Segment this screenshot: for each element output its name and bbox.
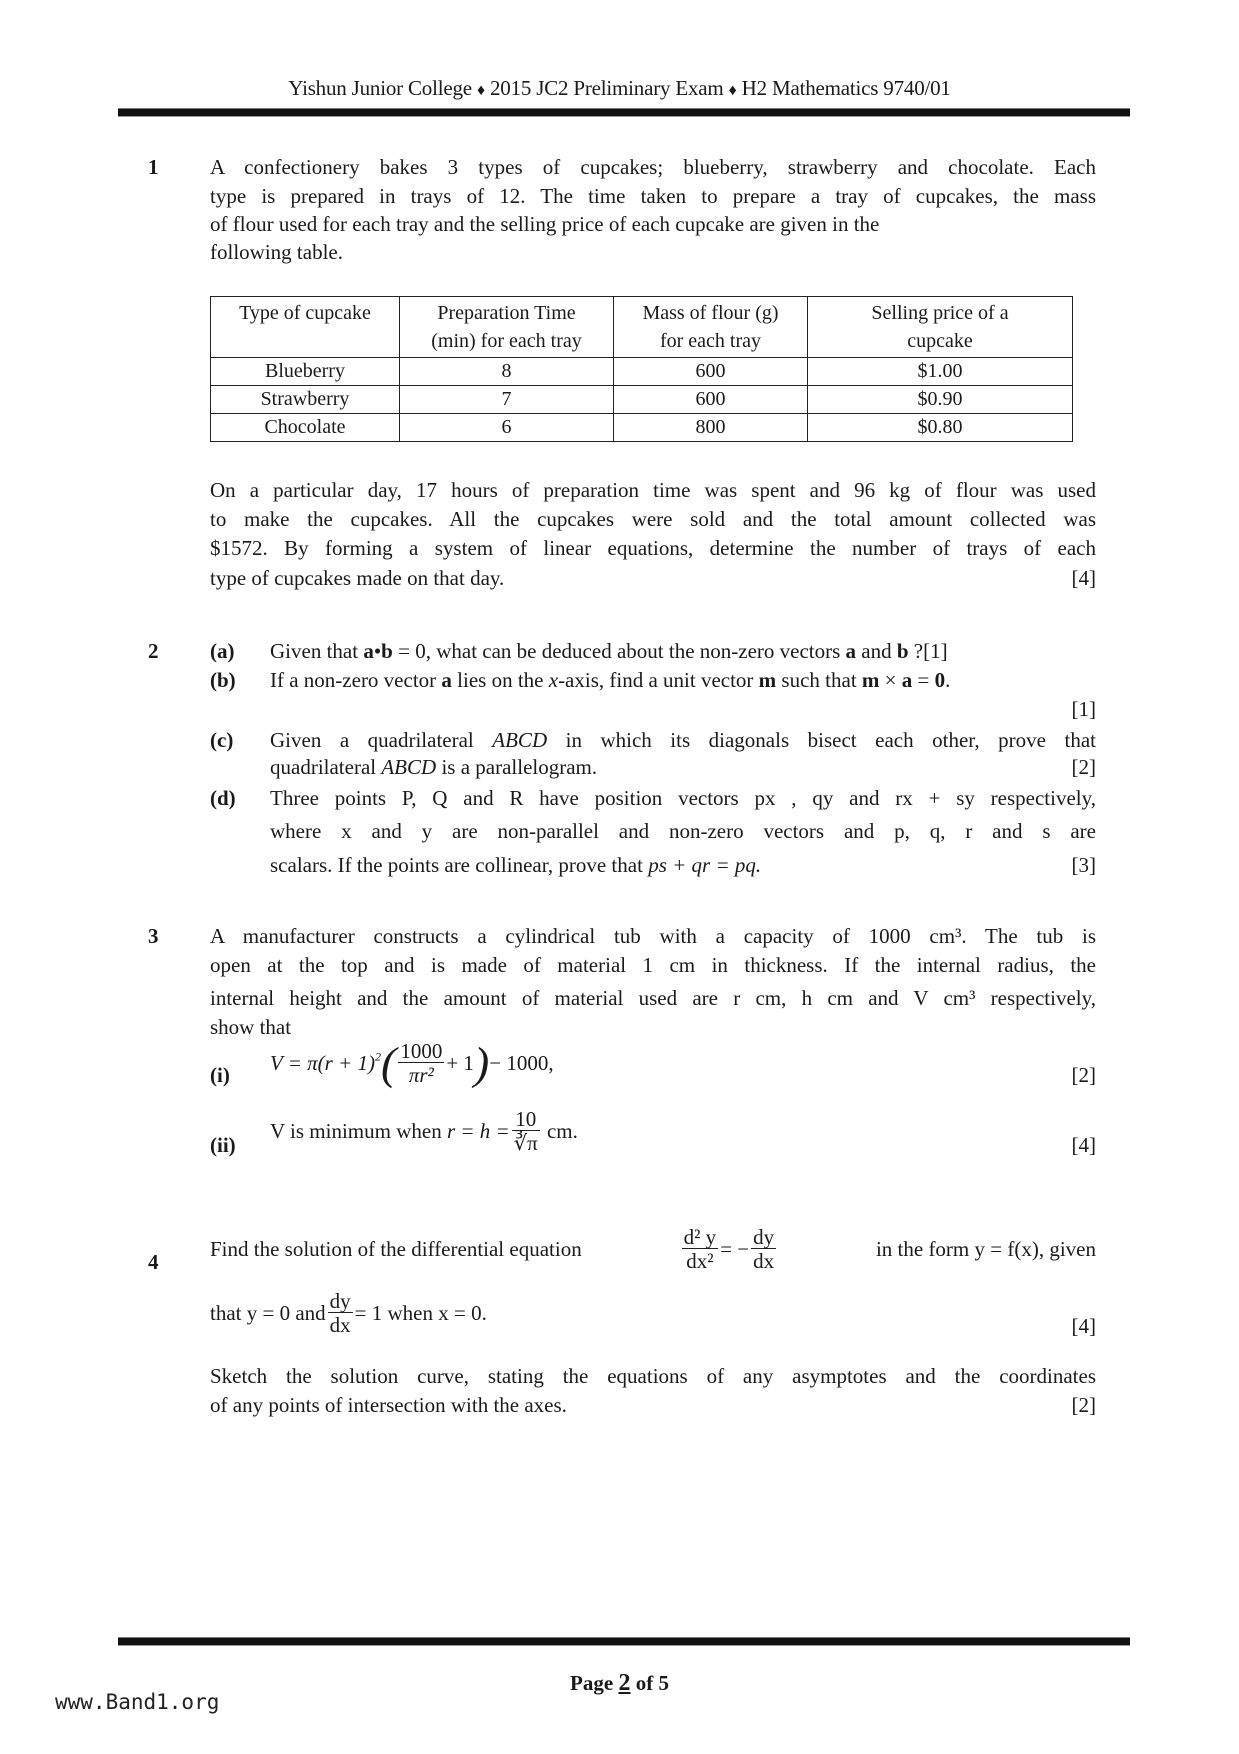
q1-intro-line: type is prepared in trays of 12. The time taken to prepare a tray of cupcakes, the mass [210,184,1096,208]
q3-line: internal height and the amount of material used are r cm, h cm and V cm³ respectively, [210,986,1096,1010]
table-row [211,358,1073,386]
q1-intro-line: of flour used for each tray and the selling price of each cupcake are given in the [210,212,880,236]
q3-line: show that [210,1015,292,1039]
q4-marks: [4] [1071,1314,1096,1338]
table-cell: 800 [614,414,808,442]
part-label: (d) [210,786,236,810]
q2a-text: Given that a•b = 0, what can be deduced about the non-zero vectors a and b ?[1] [270,639,948,663]
q3i-formula: $V = \pi(r + 1)^2$( $\frac{1000}{\text{πr²}}$ + 1)− 1000, [270,1037,554,1089]
q1-body-line: $1572. By forming a system of linear equations, determine the number of trays of each [210,536,1096,560]
footer-rule [118,1637,1130,1646]
question-number: 2 [148,639,159,663]
q2d-line: where x and y are non-parallel and non-zero vectors and p, q, r and s are [270,819,1096,843]
q2d-line: scalars. If the points are collinear, prove that ps + qr = pq. [270,853,762,877]
question-number: 4 [148,1250,159,1274]
table-cell: $0.90 [808,386,1073,414]
table-cell: 600 [614,358,808,386]
q4-line-3: Sketch the solution curve, stating the equations of any asymptotes and the coordinates [210,1364,1096,1388]
diamond-separator-icon: ♦ [476,82,485,99]
table-cell: Chocolate [211,414,400,442]
q1-body-line: to make the cupcakes. All the cupcakes were sold and the total amount collected was [210,507,1096,531]
header-rule [118,108,1130,117]
page-header [0,76,1239,101]
part-label: (b) [210,668,236,692]
page-number: Page 2 of 5 [570,1670,669,1696]
part-label: (c) [210,728,234,752]
table-cell: 6 [400,414,614,442]
q1-marks: [4] [1071,566,1096,590]
school-name: Yishun Junior College [288,76,472,100]
q1-body-line: type of cupcakes made on that day. [210,566,505,590]
q3ii-marks: [4] [1071,1133,1096,1157]
table-cell: $0.80 [808,414,1073,442]
subject-code: H2 Mathematics 9740/01 [741,76,951,100]
q2b-marks: [1] [1071,697,1096,721]
q1-intro-line: A confectionery bakes 3 types of cupcakes; blueberry, strawberry and chocolate. Each [210,155,1096,179]
table-row [211,414,1073,442]
q2c-line: Given a quadrilateral ABCD in which its diagonals bisect each other, prove that [270,728,1096,752]
part-label: (a) [210,639,235,663]
table-header-cell: Preparation Time (min) for each tray [400,297,614,358]
q4-sketch-marks: [2] [1071,1393,1096,1417]
q4-line-4: of any points of intersection with the axes. [210,1393,567,1417]
q2b-text: If a non-zero vector a lies on the x-axis, find a unit vector m such that m × a = 0. [270,668,951,692]
q1-intro-line: following table. [210,240,343,264]
q4-line-1: Find the solution of the differential equation $\frac{\text{d² y}}{\text{dx²}}$ = − $\frac{dy}{dx}$ in the form y = f(x), given [210,1225,1096,1273]
q1-body-line: On a particular day, 17 hours of preparation time was spent and 96 kg of flour was used [210,478,1096,502]
part-label: (ii) [210,1133,236,1157]
q2d-line: Three points P, Q and R have position vectors px , qy and rx + sy respectively, [270,786,1096,810]
table-row [211,386,1073,414]
table-header-cell: Selling price of a cupcake [808,297,1073,358]
q2c-marks: [2] [1071,755,1096,779]
question-number: 3 [148,924,159,948]
exam-name: 2015 JC2 Preliminary Exam [490,76,724,100]
q2d-marks: [3] [1071,853,1096,877]
part-label: (i) [210,1063,230,1087]
table-cell: 7 [400,386,614,414]
table-cell: $1.00 [808,358,1073,386]
q3-line: open at the top and is made of material 1 cm in thickness. If the internal radius, the [210,953,1096,977]
table-header-cell: Mass of flour (g) for each tray [614,297,808,358]
watermark: www.Band1.org [55,1690,220,1714]
table-cell: 600 [614,386,808,414]
q3i-marks: [2] [1071,1063,1096,1087]
cupcake-table [210,296,1073,442]
q3ii-text: V is minimum when r = h = $\frac{10}{∛\pi}$ cm. [270,1107,578,1155]
table-header-cell: Type of cupcake [211,297,400,358]
table-cell: Blueberry [211,358,400,386]
table-cell: 8 [400,358,614,386]
table-cell: Strawberry [211,386,400,414]
question-number: 1 [148,155,159,179]
table-header-row [211,297,1073,358]
q4-line-2: that y = 0 and $\frac{dy}{dx}$ = 1 when x = 0. [210,1289,487,1337]
diamond-separator-icon: ♦ [728,82,737,99]
q2c-line: quadrilateral ABCD is a parallelogram. [270,755,598,779]
q3-line: A manufacturer constructs a cylindrical tub with a capacity of 1000 cm³. The tub is [210,924,1096,948]
